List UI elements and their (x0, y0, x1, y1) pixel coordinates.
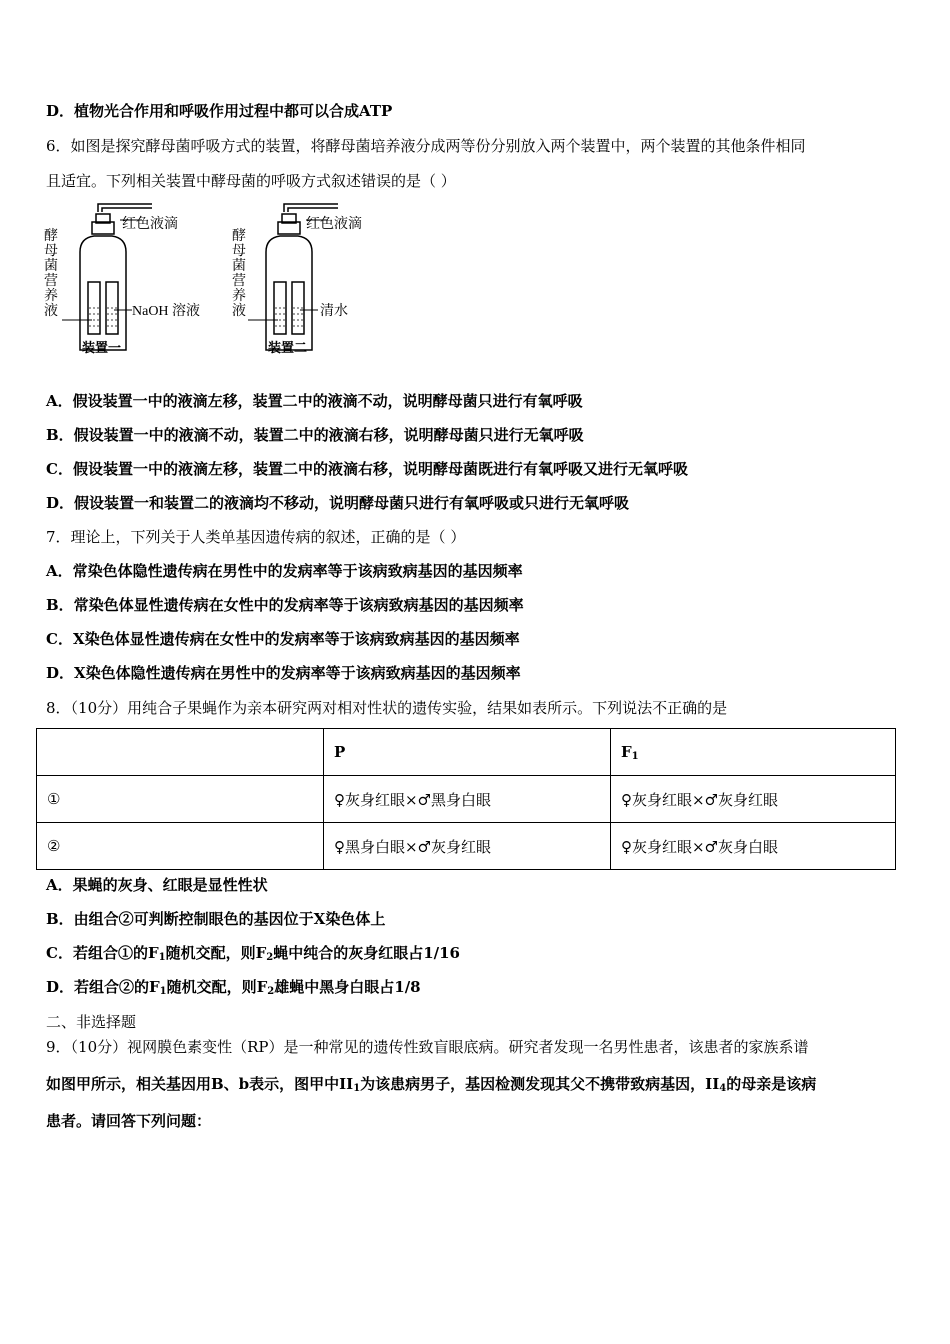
header-f1-main: F (621, 742, 632, 761)
header-cell-p: P (324, 729, 611, 776)
q9-line2-mid: 为该患病男子，基因检测发现其父不携带致病基因，II (360, 1075, 720, 1093)
device-one-side-label-char: 养 (44, 289, 58, 304)
q8-option-c (46, 943, 460, 968)
q9-line2-pre: 如图甲所示，相关基因用B、b表示，图甲中II (46, 1075, 354, 1093)
table-header-row (37, 729, 896, 776)
q8-results-table (36, 728, 896, 870)
q8-d-post: 雄蝇中黑身白眼占1/8 (274, 978, 421, 996)
q8-c-sub2: 2 (266, 952, 274, 963)
device-one-side-label-char: 菌 (44, 259, 58, 274)
q9-line1: 9．（10分）视网膜色素变性（RP）是一种常见的遗传性致盲眼底病。研究者发现一名男性患者，该患者的家族系谱 (46, 1038, 809, 1056)
device-two-side-label-char: 母 (232, 244, 246, 259)
q7-stem: 7．理论上，下列关于人类单基因遗传病的叙述，正确的是（ ） (46, 528, 466, 546)
q7-option-c: C．X染色体显性遗传病在女性中的发病率等于该病致病基因的基因频率 (46, 630, 520, 648)
q8-c-sub1: 1 (158, 952, 166, 963)
q6-option-c: C．假设装置一中的液滴左移，装置二中的液滴右移，说明酵母菌既进行有氧呼吸又进行无氧呼吸 (46, 460, 688, 478)
yeast-respiration-figure (40, 200, 380, 365)
device-two-side-label-char: 液 (232, 304, 246, 319)
row-id-cell: ② (37, 823, 324, 870)
device-two-side-label-char: 养 (232, 289, 246, 304)
device-two-side-label-char: 菌 (232, 259, 246, 274)
row-f1-cell: ♀灰身红眼×♂灰身红眼 (611, 776, 896, 823)
q6-option-b: B．假设装置一中的液滴不动，装置二中的液滴右移，说明酵母菌只进行无氧呼吸 (46, 426, 584, 444)
q6-stem-line2: 且适宜。下列相关装置中酵母菌的呼吸方式叙述错误的是（ ） (46, 172, 456, 190)
row-p-cell: ♀黑身白眼×♂灰身红眼 (324, 823, 611, 870)
q9-line2 (46, 1074, 816, 1099)
device-two-right-label: 清水 (320, 304, 348, 319)
device-one-side-label-char: 母 (44, 244, 58, 259)
q7-option-d: D．X染色体隐性遗传病在男性中的发病率等于该病致病基因的基因频率 (46, 664, 521, 682)
device-one-side-label (44, 227, 62, 319)
q8-option-d (46, 977, 421, 1002)
q8-d-sub1: 1 (159, 986, 167, 997)
device-one-right-label: NaOH 溶液 (132, 304, 201, 319)
device-one-side-label-char: 液 (44, 304, 58, 319)
q9-line2-sub1: 1 (353, 1083, 361, 1094)
q8-d-pre: D．若组合②的F (46, 978, 160, 996)
q7-option-a: A．常染色体隐性遗传病在男性中的发病率等于该病致病基因的基因频率 (46, 562, 523, 580)
device-two-side-label (232, 227, 250, 319)
section-heading: 二、非选择题 (46, 1013, 137, 1031)
q8-option-b: B．由组合②可判断控制眼色的基因位于X染色体上 (46, 910, 386, 928)
device-two-caption: 装置二 (268, 340, 308, 355)
q6-option-a: A．假设装置一中的液滴左移，装置二中的液滴不动，说明酵母菌只进行有氧呼吸 (46, 392, 583, 410)
q8-d-mid: 随机交配，则F (166, 978, 268, 996)
header-cell-f1 (611, 729, 896, 776)
q9-line3: 患者。请回答下列问题： (46, 1112, 212, 1130)
q8-c-mid: 随机交配，则F (165, 944, 267, 962)
device-one-side-label-char: 营 (44, 274, 58, 289)
row-id-cell: ① (37, 776, 324, 823)
q8-option-a: A．果蝇的灰身、红眼是显性性状 (46, 876, 268, 894)
header-f1-sub: 1 (631, 750, 639, 762)
table-row (37, 776, 896, 823)
q8-c-pre: C．若组合①的F (46, 944, 159, 962)
device-two-side-label-char: 营 (232, 274, 246, 289)
q8-stem: 8．（10分）用纯合子果蝇作为亲本研究两对相对性状的遗传实验，结果如表所示。下列说法不正确的是 (46, 699, 728, 717)
header-cell-blank (37, 729, 324, 776)
q7-option-b: B．常染色体显性遗传病在女性中的发病率等于该病致病基因的基因频率 (46, 596, 524, 614)
q6-stem-line1: 6．如图是探究酵母菌呼吸方式的装置，将酵母菌培养液分成两等份分别放入两个装置中，两个装置的其他条件相同 (46, 137, 806, 155)
row-p-cell: ♀灰身红眼×♂黑身白眼 (324, 776, 611, 823)
device-two-top-label: 红色液滴 (306, 217, 362, 232)
table-row (37, 823, 896, 870)
device-one-top-label: 红色液滴 (122, 217, 178, 232)
q9-line2-post: 的母亲是该病 (726, 1075, 817, 1093)
device-one-side-label-char: 酵 (44, 229, 58, 244)
apparatus-diagram (40, 200, 380, 365)
device-one-caption: 装置一 (82, 340, 122, 355)
device-two-side-label-char: 酵 (232, 229, 246, 244)
q5-option-d: D．植物光合作用和呼吸作用过程中都可以合成ATP (46, 102, 393, 120)
q6-option-d: D．假设装置一和装置二的液滴均不移动，说明酵母菌只进行有氧呼吸或只进行无氧呼吸 (46, 494, 630, 512)
q8-c-post: 蝇中纯合的灰身红眼占1/16 (273, 944, 460, 962)
q8-d-sub2: 2 (267, 986, 275, 997)
q9-line2-sub2: 4 (719, 1083, 727, 1094)
row-f1-cell: ♀灰身红眼×♂灰身白眼 (611, 823, 896, 870)
